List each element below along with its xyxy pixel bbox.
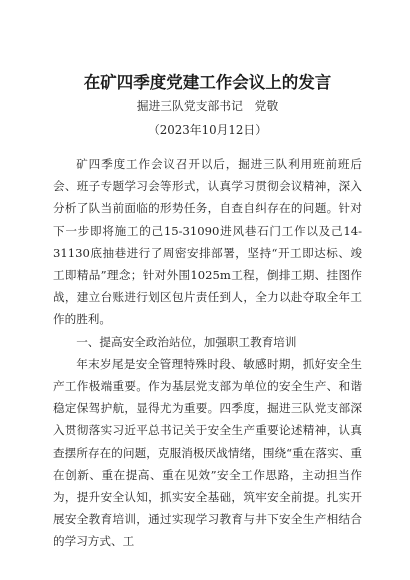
document-body xyxy=(53,153,362,553)
document-title: 在矿四季度党建工作会议上的发言 xyxy=(83,73,332,92)
section-heading-1: 一、提高安全政治站位，加强职工教育培训 xyxy=(76,334,297,349)
body-paragraph-1: 矿四季度工作会议召开以后，掘进三队利用班前班后会、班子专题学习会等形式，认真学习贯彻会议精神，深入分析了队当前面临的形势任务，自查自纠存在的问题。针对下一步即将施工的己15-31090进风巷石门工作以及己14-31130底抽巷进行了周密安排部署，坚持“开工即达标、竣工即精品”理念；针对外围1025m工程，倒排工期、挂图作战，建立台账进行划区包片责任到人，全力以赴夺取全年工作的胜利。 xyxy=(53,157,362,327)
document-author: 掘进三队党支部书记 党敬 xyxy=(136,99,279,113)
body-paragraph-2: 年末岁尾是安全管理特殊时段、敏感时期，抓好安全生产工作极端重要。作为基层党支部为单位的安全生产、和谐稳定保驾护航，显得尤为重要。四季度，掘进三队党支部深入贯彻落实习近平总书记关于安全生产重要论述精神，认真查摆所存在的问题，克服消极厌战情绪，围绕“重在落实、重在创新、重在提高、重在见效”安全工作思路，主动担当作为，提升安全认知，抓实安全基础，筑牢安全前提。扎实开展安全教育培训，通过实现学习教育与井下安全生产相结合的学习方式、工 xyxy=(53,356,362,549)
document-date: （2023年10月12日） xyxy=(147,123,268,137)
